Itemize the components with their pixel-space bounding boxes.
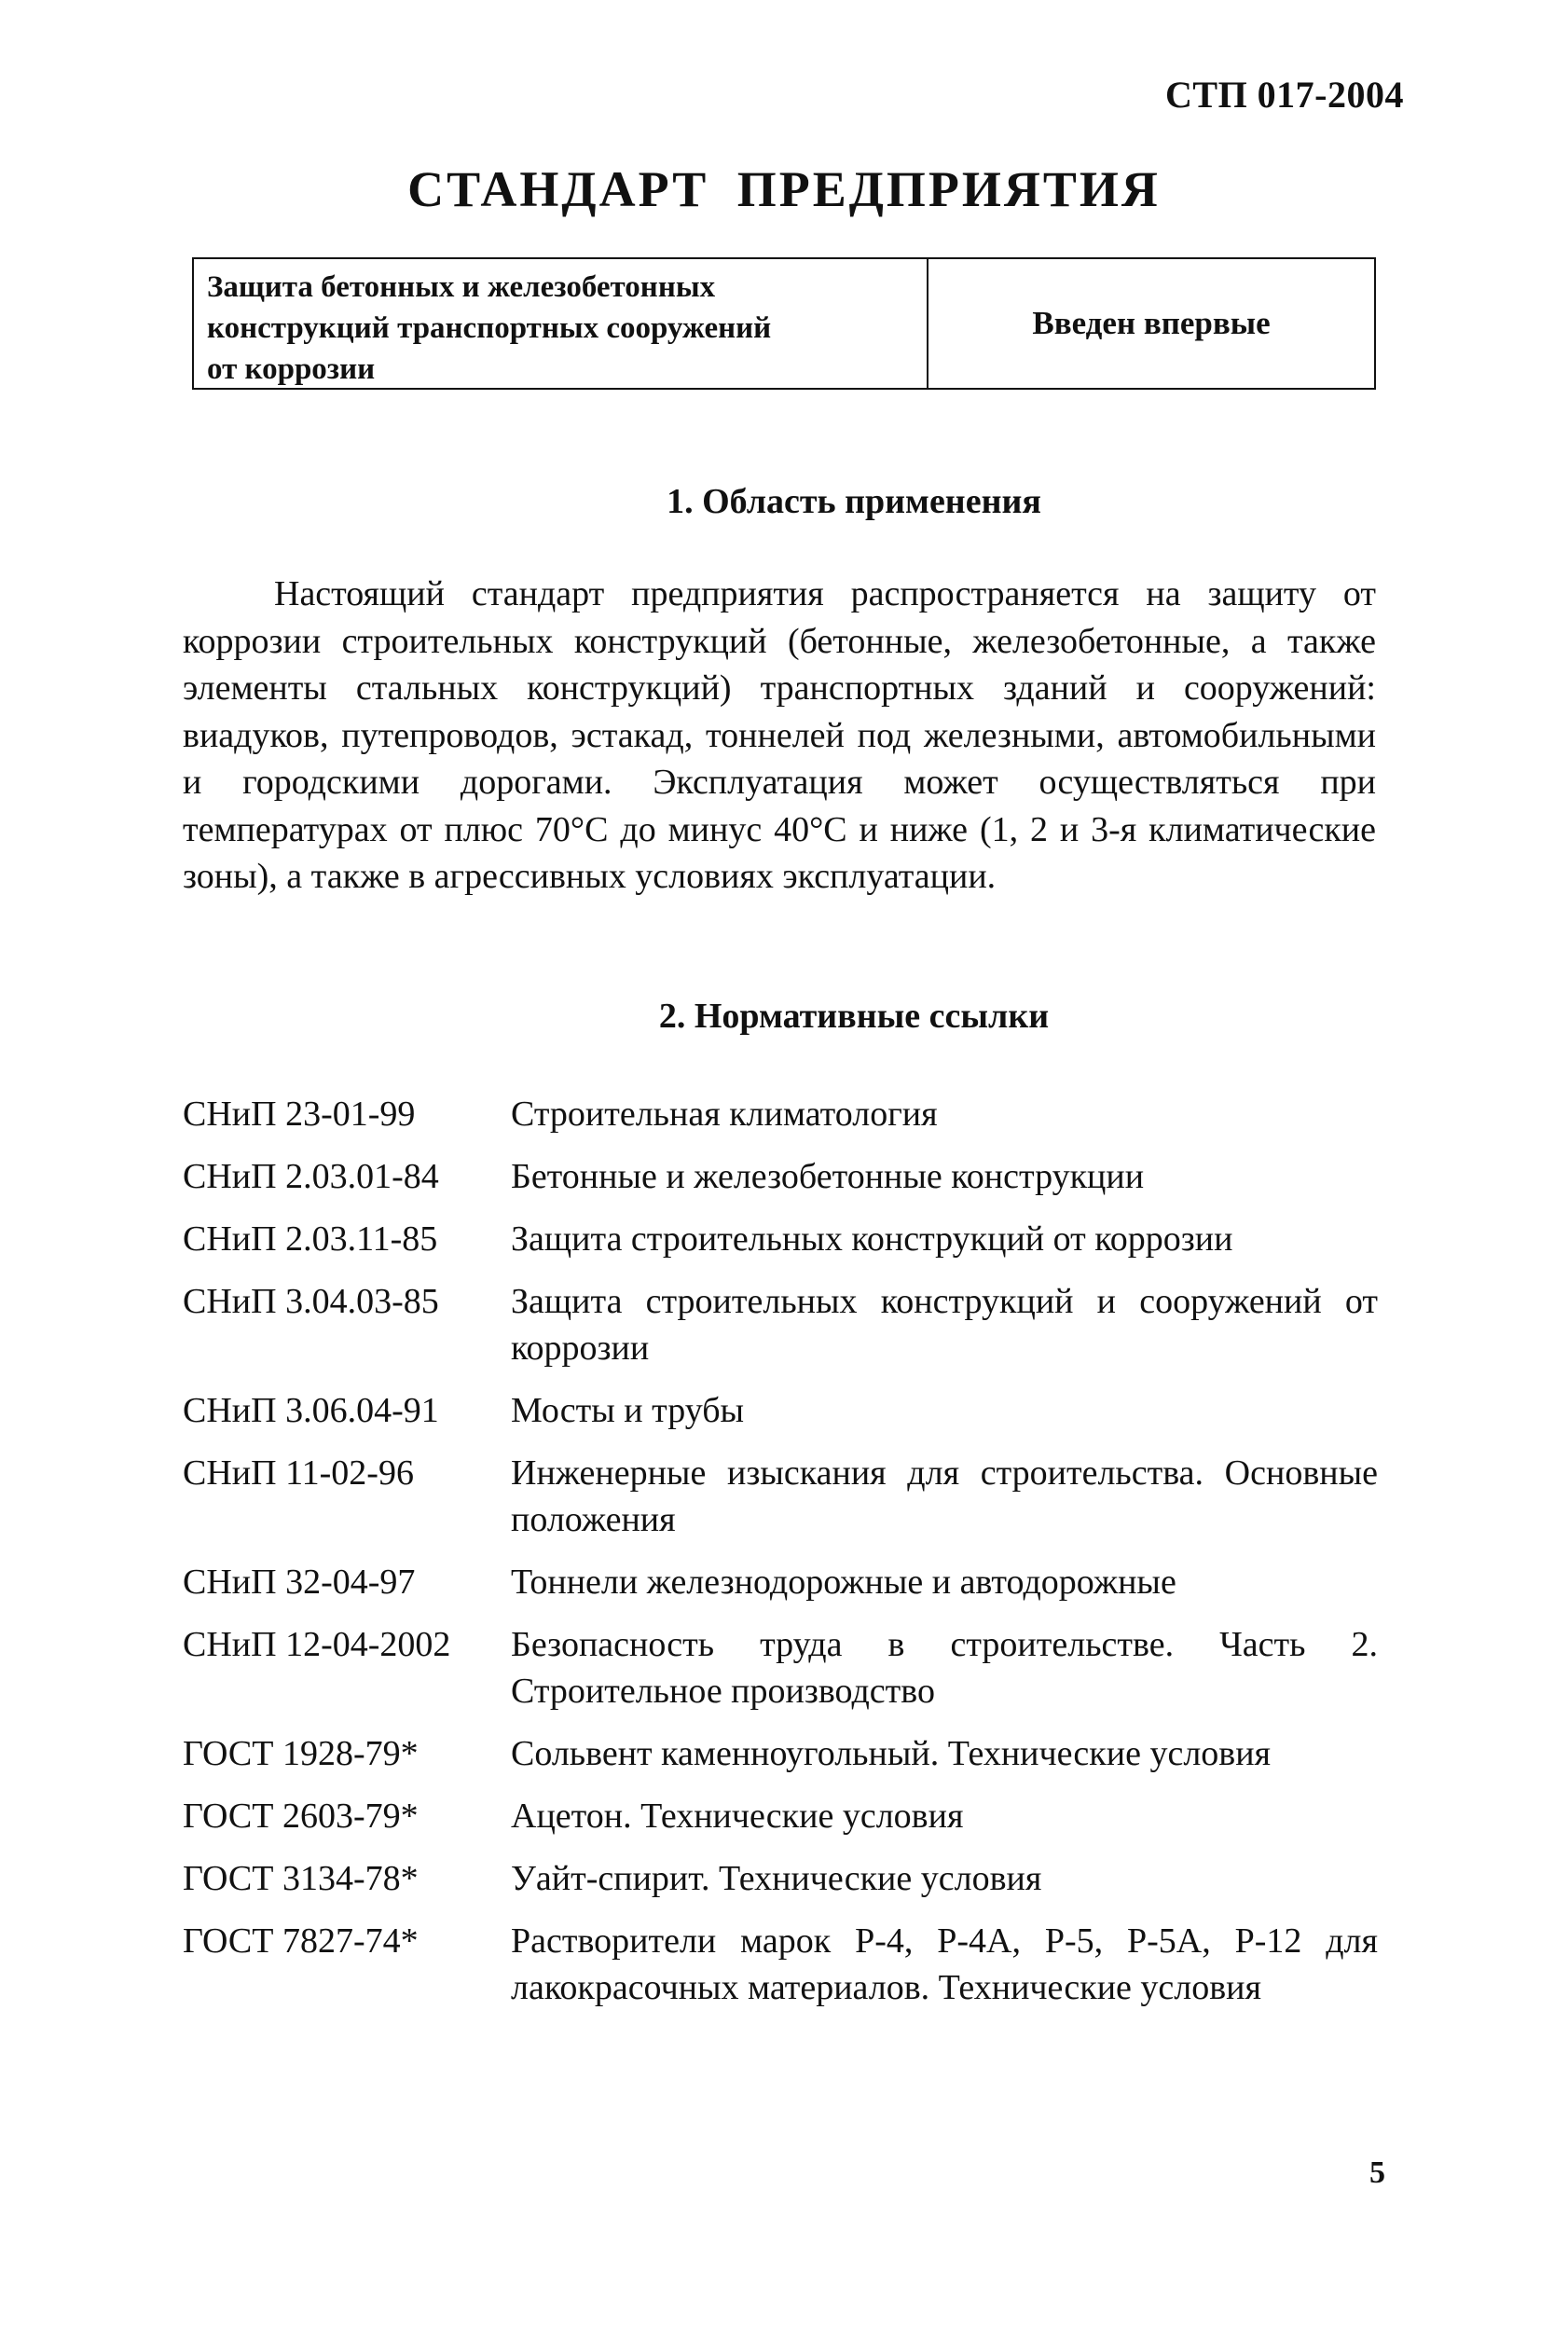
reference-row (183, 1450, 1378, 1543)
reference-row (183, 1559, 1378, 1605)
header-table (192, 257, 1376, 390)
reference-row (183, 1278, 1378, 1371)
reference-code: СНиП 3.06.04-91 (183, 1391, 439, 1430)
reference-title: Защита строительных конструкций от коррозии (511, 1219, 1233, 1259)
reference-row (183, 1730, 1378, 1777)
page-number: 5 (1369, 2155, 1385, 2190)
reference-row (183, 1387, 1378, 1434)
reference-code: СНиП 12-04-2002 (183, 1625, 451, 1664)
reference-title: Мосты и трубы (511, 1391, 745, 1430)
reference-title: Защита строительных конструкций и сооружений от коррозии (511, 1282, 1378, 1368)
reference-row (183, 1621, 1378, 1714)
standard-subject: Защита бетонных и железобетонных конструкций транспортных сооружений от коррозии (194, 259, 928, 388)
standard-status: Введен впервые (1032, 305, 1271, 341)
reference-code: СНиП 11-02-96 (183, 1453, 414, 1493)
reference-row (183, 1153, 1378, 1200)
reference-title: Бетонные и железобетонные конструкции (511, 1157, 1145, 1196)
reference-code: СНиП 32-04-97 (183, 1563, 416, 1602)
section-2-heading: 2. Нормативные ссылки (658, 997, 1050, 1036)
reference-title: Инженерные изыскания для строительства. Основные положения (511, 1453, 1378, 1539)
reference-title: Безопасность труда в строительстве. Часть 2. Строительное производство (511, 1625, 1378, 1711)
reference-title: Растворители марок Р-4, Р-4А, Р-5, Р-5А, Р-12 для лакокрасочных материалов. Технические условия (511, 1921, 1378, 2007)
reference-row (183, 1216, 1378, 1262)
reference-title: Уайт-спирит. Технические условия (511, 1859, 1042, 1898)
reference-title: Ацетон. Технические условия (511, 1797, 964, 1836)
reference-code: ГОСТ 7827-74* (183, 1921, 419, 1961)
section-1-heading: 1. Область применения (667, 482, 1041, 521)
reference-code: СНиП 2.03.11-85 (183, 1219, 438, 1259)
reference-row (183, 1091, 1378, 1137)
reference-code: ГОСТ 2603-79* (183, 1797, 419, 1836)
scope-paragraph: Настоящий стандарт предприятия распространяется на защиту от коррозии строительных конструкций (бетонные, железобетонные, а также элементы стальных конструкций) транспортных зданий и сооружений: виадуков, путепроводов, эстакад, тоннелей под железными, автомобильными и городскими дорогами. Эксплуатация может осуществляться при температурах от плюс 70°С до минус 40°С и ниже (1, 2 и 3-я климатические зоны), а также в агрессивных условиях эксплуатации. (183, 574, 1376, 896)
reference-code: СНиП 2.03.01-84 (183, 1157, 439, 1196)
document-code: СТП 017-2004 (1165, 74, 1404, 116)
reference-row (183, 1793, 1378, 1839)
reference-row (183, 1918, 1378, 2011)
standard-title: СТАНДАРТ ПРЕДПРИЯТИЯ (407, 161, 1161, 217)
reference-row (183, 1855, 1378, 1902)
reference-title: Сольвент каменноугольный. Технические условия (511, 1734, 1272, 1773)
reference-code: ГОСТ 3134-78* (183, 1859, 419, 1898)
reference-code: СНиП 23-01-99 (183, 1095, 416, 1134)
reference-code: СНиП 3.04.03-85 (183, 1282, 439, 1321)
reference-code: ГОСТ 1928-79* (183, 1734, 419, 1773)
normative-references-list (183, 1091, 1378, 2027)
reference-title: Тоннели железнодорожные и автодорожные (511, 1563, 1176, 1602)
reference-title: Строительная климатология (511, 1095, 938, 1134)
